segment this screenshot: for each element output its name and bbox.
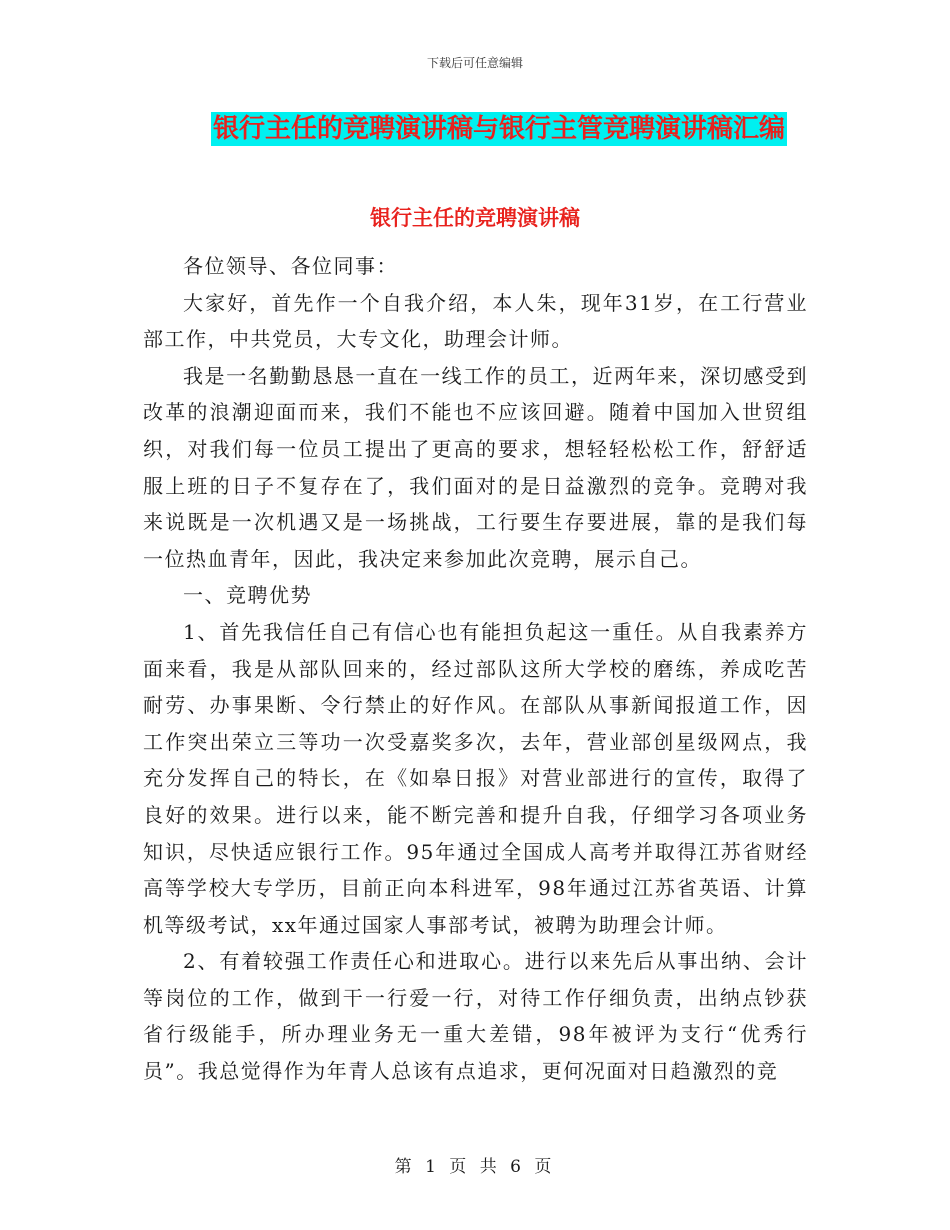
document-body <box>143 248 808 1090</box>
header-note: 下载后可任意编辑 <box>426 56 523 70</box>
paragraph-introduction: 大家好，首先作一个自我介绍，本人朱，现年31岁，在工行营业部工作，中共党员，大专文化，助理会计师。 <box>143 290 808 352</box>
section-heading-advantages: 一、竞聘优势 <box>183 583 312 608</box>
main-title-container <box>0 112 950 146</box>
paragraph-salutation: 各位领导、各位同事： <box>183 254 398 278</box>
main-title: 银行主任的竞聘演讲稿与银行主管竞聘演讲稿汇编 <box>212 114 785 144</box>
page-footer: 第 1 页 共 6 页 <box>394 1157 556 1177</box>
sub-title: 银行主任的竞聘演讲稿 <box>370 206 580 230</box>
paragraph-advantage-1: 1、首先我信任自己有信心也有能担负起这一重任。从自我素养方面来看，我是从部队回来的，经过部队这所大学校的磨练，养成吃苦耐劳、办事果断、令行禁止的好作风。在部队从事新闻报道工作，因工作突出荣立三等功一次受嘉奖多次，去年，营业部创星级网点，我充分发挥自己的特长，在《如皋日报》对营业部进行的宣传，取得了良好的效果。进行以来，能不断完善和提升自我，仔细学习各项业务知识，尽快适应银行工作。95年通过全国成人高考并取得江苏省财经高等学校大专学历，目前正向本科进军，98年通过江苏省英语、计算机等级考试，xx年通过国家人事部考试，被聘为助理会计师。 <box>143 619 808 937</box>
paragraph-motivation: 我是一名勤勤恳恳一直在一线工作的员工，近两年来，深切感受到改革的浪潮迎面而来，我们不能也不应该回避。随着中国加入世贸组织，对我们每一位员工提出了更高的要求，想轻轻松松工作，舒舒适服上班的日子不复存在了，我们面对的是日益激烈的竞争。竞聘对我来说既是一次机遇又是一场挑战，工行要生存要进展，靠的是我们每一位热血青年，因此，我决定来参加此次竞聘，展示自己。 <box>143 363 808 571</box>
paragraph-advantage-2: 2、有着较强工作责任心和进取心。进行以来先后从事出纳、会计等岗位的工作，做到干一行爱一行，对待工作仔细负责，出纳点钞获省行级能手，所办理业务无一重大差错，98年被评为支行“优秀行员”。我总觉得作为年青人总该有点追求，更何况面对日趋激烈的竞 <box>143 949 808 1084</box>
